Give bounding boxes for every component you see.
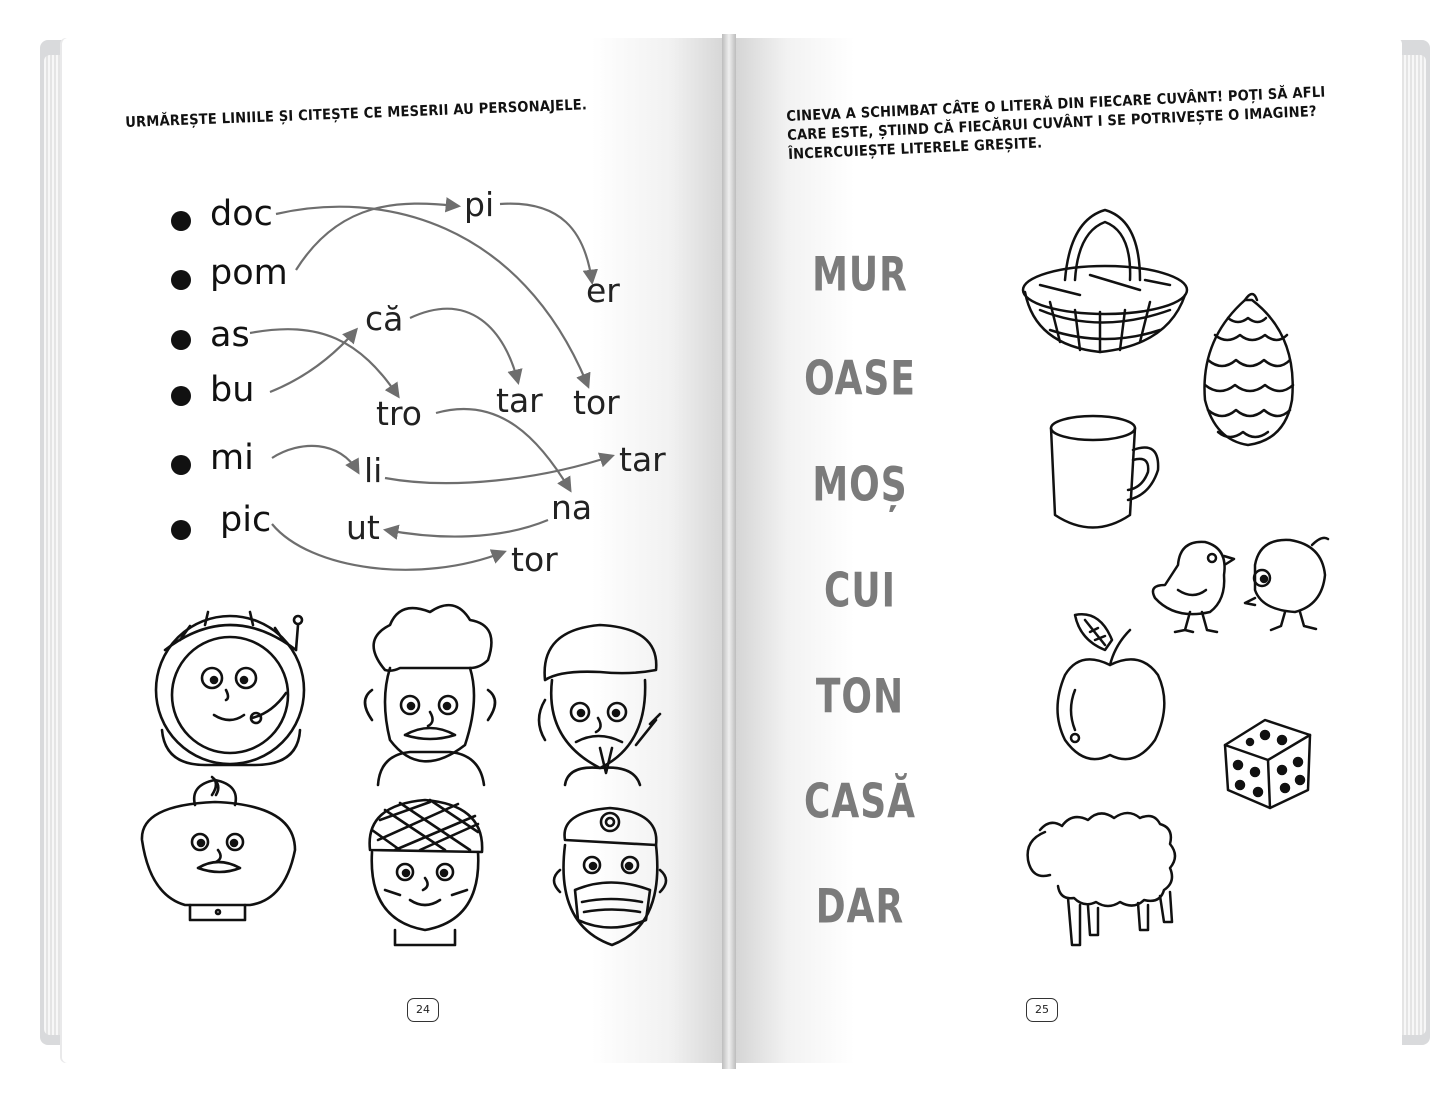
syllable-bu: bu xyxy=(210,370,255,410)
chef-icon xyxy=(365,605,495,785)
syllable-tar-1: tar xyxy=(496,381,543,420)
dice-icon xyxy=(1225,720,1310,808)
astronaut-icon xyxy=(156,612,304,765)
syllable-mi: mi xyxy=(210,438,254,478)
word-dar[interactable]: DAR xyxy=(815,880,905,935)
syllable-as: as xyxy=(210,315,250,355)
painter-icon xyxy=(539,625,660,785)
syllable-er: er xyxy=(586,271,620,310)
word-mos[interactable]: MOȘ xyxy=(812,458,908,513)
right-instruction: CINEVA A SCHIMBAT CÂTE O LITERĂ DIN FIECARE CUVÂNT! POȚI SĂ AFLI CARE ESTE, ȘTIIND CĂ FIECĂRUI CUVÂNT I SE POTRIVEȘTE O IMAGINE? ÎNCERCUIEȘTE LITERELE GREȘITE. xyxy=(786,84,1326,163)
syllable-tro: tro xyxy=(376,394,422,433)
syllable-ca: că xyxy=(365,299,404,338)
left-instruction: URMĂREȘTE LINIILE ȘI CITEȘTE CE MESERII AU PERSONAJELE. xyxy=(125,97,588,131)
syllable-tor-1: tor xyxy=(573,383,620,422)
syllable-pic: pic xyxy=(220,500,272,540)
syllable-ut: ut xyxy=(346,508,380,547)
apple-icon xyxy=(1058,614,1165,759)
word-ton[interactable]: TON xyxy=(815,670,905,725)
firefighter-icon xyxy=(142,777,295,920)
pine-cone-icon xyxy=(1205,294,1294,445)
syllable-tar-2: tar xyxy=(619,440,666,479)
page-number-right: 25 xyxy=(1026,998,1058,1022)
doctor-icon xyxy=(554,808,666,945)
mug-icon xyxy=(1051,416,1158,528)
syllable-pi: pi xyxy=(464,185,495,224)
word-oase[interactable]: OASE xyxy=(804,352,916,407)
syllable-tor-2: tor xyxy=(511,540,558,579)
connection-arrows xyxy=(250,204,612,570)
word-casa[interactable]: CASĂ xyxy=(803,775,917,830)
syllable-li: li xyxy=(364,451,383,490)
syllable-na: na xyxy=(551,488,593,527)
syllable-doc: doc xyxy=(210,194,273,234)
word-cui[interactable]: CUI xyxy=(823,564,896,619)
pilot-icon xyxy=(370,800,483,945)
chicks-icon xyxy=(1153,538,1328,632)
sheep-icon xyxy=(1028,813,1175,945)
basket-icon xyxy=(1023,210,1187,352)
page-number-left: 24 xyxy=(407,998,439,1022)
word-mur[interactable]: MUR xyxy=(812,248,908,303)
syllable-pom: pom xyxy=(210,253,288,293)
